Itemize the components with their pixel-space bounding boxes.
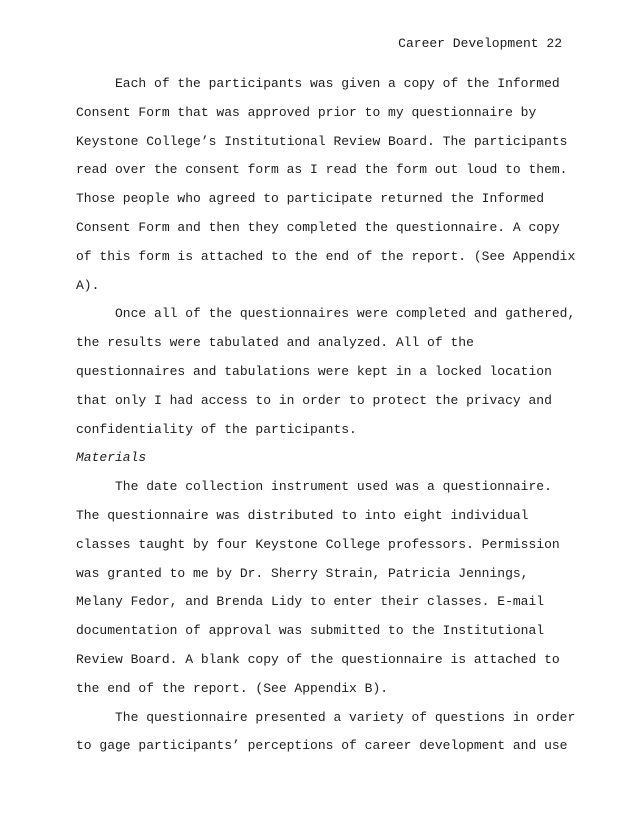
text-line: Review Board. A blank copy of the questionnaire is attached to (76, 651, 560, 667)
text-line: Consent Form and then they completed the questionnaire. A copy (76, 219, 560, 235)
text-line: The questionnaire was distributed to into eight individual (76, 507, 529, 523)
section-heading: Materials (76, 450, 147, 466)
text-line: Once all of the questionnaires were completed and gathered, (76, 306, 576, 322)
text-line: documentation of approval was submitted to the Institutional (76, 623, 545, 639)
text-line: A). (76, 277, 100, 293)
text-line: classes taught by four Keystone College professors. Permission (76, 536, 560, 552)
text-line: confidentiality of the participants. (76, 421, 357, 437)
text-line: Those people who agreed to participate returned the Informed (76, 191, 545, 207)
text-line: the end of the report. (See Appendix B). (76, 680, 389, 696)
text-line: Consent Form that was approved prior to my questionnaire by (76, 104, 537, 120)
running-head: Career Development 22 (398, 36, 562, 51)
text-line: to gage participants’ perceptions of career development and use (76, 738, 568, 754)
text-line: The date collection instrument used was a questionnaire. (76, 479, 552, 495)
text-line: The questionnaire presented a variety of questions in order (76, 709, 576, 725)
text-line: read over the consent form as I read the form out loud to them. (76, 162, 568, 178)
text-line: questionnaires and tabulations were kept in a locked location (76, 363, 552, 379)
text-line: Melany Fedor, and Brenda Lidy to enter their classes. E-mail (76, 594, 545, 610)
text-line: the results were tabulated and analyzed. All of the (76, 335, 474, 351)
text-line: that only I had access to in order to protect the privacy and (76, 392, 552, 408)
text-line: was granted to me by Dr. Sherry Strain, Patricia Jennings, (76, 565, 529, 581)
text-line: of this form is attached to the end of the report. (See Appendix (76, 248, 576, 264)
text-line: Each of the participants was given a copy of the Informed (76, 76, 560, 91)
text-line: Keystone College’s Institutional Review Board. The participants (76, 133, 568, 149)
body-text (76, 70, 576, 761)
